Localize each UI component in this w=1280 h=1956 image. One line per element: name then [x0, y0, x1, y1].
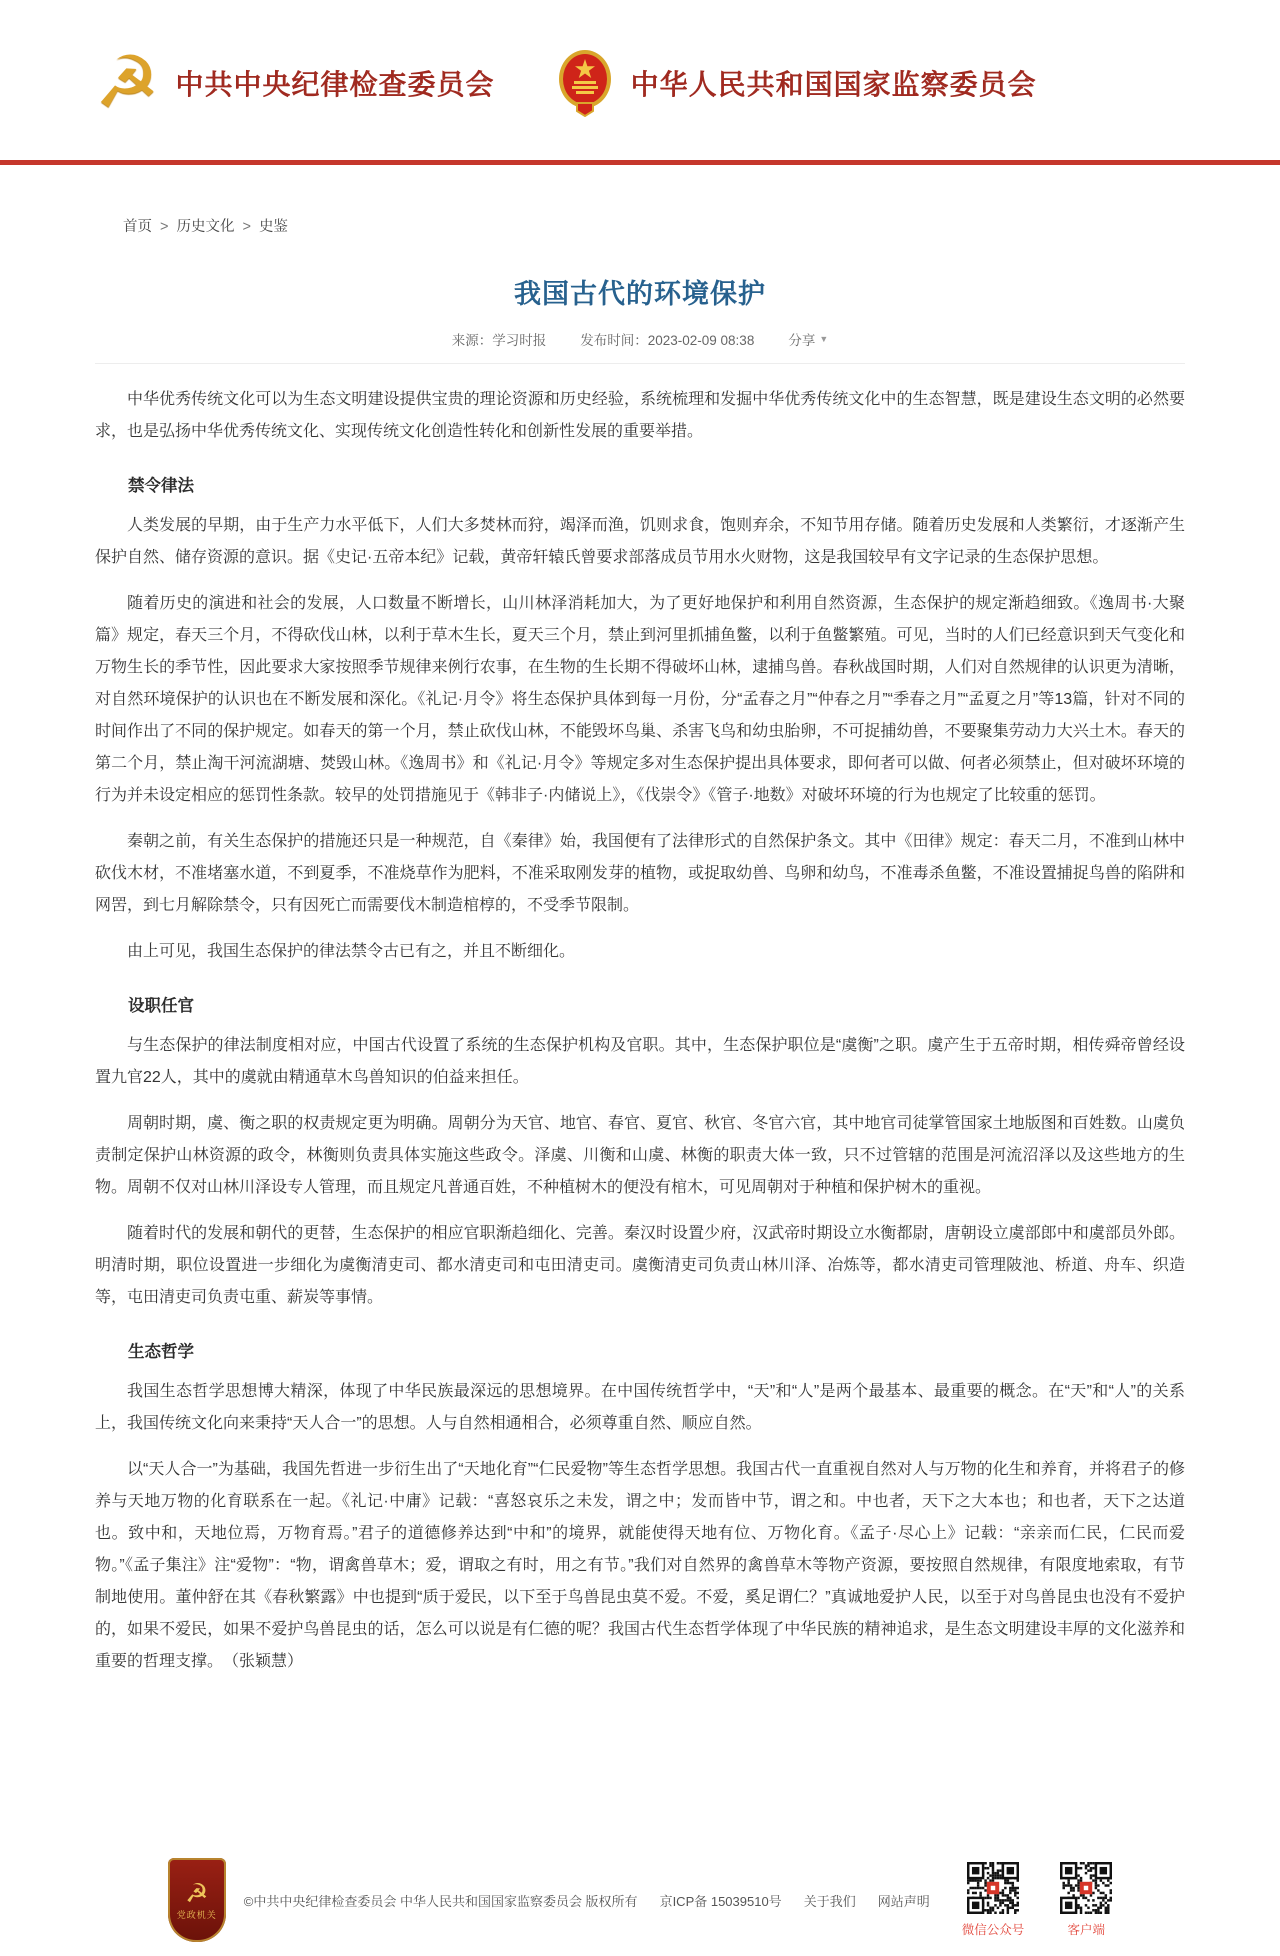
section-heading: 设职任官	[128, 997, 194, 1015]
breadcrumb-separator: >	[160, 219, 169, 235]
nsc-name: 中华人民共和国国家监察委员会	[630, 70, 1037, 101]
source-value: 学习时报	[492, 333, 547, 348]
section-heading: 禁令律法	[128, 477, 194, 495]
article-paragraph: 我国生态哲学思想博大精深，体现了中华民族最深远的思想境界。在中国传统哲学中，“天”和“人”是两个最基本、最重要的概念。在“天”和“人”的关系上，我国传统文化向来秉持“天人合一”的思想。人与自然相通相合，必须尊重自然、顺应自然。	[95, 1383, 1185, 1432]
breadcrumb-item[interactable]: 历史文化	[176, 219, 235, 235]
share-button[interactable]	[788, 329, 828, 349]
ccdi-logo[interactable]	[95, 43, 495, 123]
breadcrumb-item[interactable]: 史鉴	[258, 219, 288, 235]
article-paragraph: 以“天人合一”为基础，我国先哲进一步衍生出了“天地化育”“仁民爱物”等生态哲学思想。我国古代一直重视自然对人与万物的化生和养育，并将君子的修养与天地万物的化育联系在一起。《礼记·中庸》记载：“喜怒哀乐之未发，谓之中；发而皆中节，谓之和。中也者，天下之大本也；和也者，天下之达道也。致中和，天地位焉，万物育焉。”君子的道德修养达到“中和”的境界，就能使得天地有位、万物化育。《孟子·尽心上》记载：“亲亲而仁民，仁民而爱物。”《孟子集注》注“爱物”：“物，谓禽兽草木；爱，谓取之有时，用之有节。”我们对自然界的禽兽草木等物产资源，要按照自然规律，有限度地索取，有节制地使用。董仲舒在其《春秋繁露》中也提到“质于爱民，以下至于鸟兽昆虫莫不爱。不爱，奚足谓仁？”真诚地爱护人民，以至于对鸟兽昆虫也没有不爱护的，如果不爱民，如果不爱护鸟兽昆虫的话，怎么可以说是有仁德的呢？我国古代生态哲学体现了中华民族的精神追求，是生态文明建设丰厚的文化滋养和重要的哲理支撑。 （张颖慧）	[95, 1461, 1185, 1670]
article-paragraph: 随着历史的演进和社会的发展，人口数量不断增长，山川林泽消耗加大，为了更好地保护和利用自然资源，生态保护的规定渐趋细致。《逸周书·大聚篇》规定，春天三个月，不得砍伐山林，以利于草木生长，夏天三个月，禁止到河里抓捕鱼鳖，以利于鱼鳖繁殖。可见，当时的人们已经意识到天气变化和万物生长的季节性，因此要求大家按照季节规律来例行农事，在生物的生长期不得破坏山林，逮捕鸟兽。春秋战国时期，人们对自然规律的认识更为清晰，对自然环境保护的认识也在不断发展和深化。《礼记·月令》将生态保护具体到每一月份，分“孟春之月”“仲春之月”“季春之月”“孟夏之月”等13篇，针对不同的时间作出了不同的保护规定。如春天的第一个月，禁止砍伐山林，不能毁坏鸟巢、杀害飞鸟和幼虫胎卵，不可捉捕幼兽，不要聚集劳动力大兴土木。春天的第二个月，禁止淘干河流湖塘、焚毁山林。《逸周书》和《礼记·月令》等规定多对生态保护提出具体要求，即何者可以做、何者必须禁止，但对破坏环境的行为并未设定相应的惩罚性条款。较早的处罚措施见于《韩非子·内储说上》，《伐崇令》《管子·地数》对破坏环境的行为也规定了比较重的惩罚。	[95, 595, 1185, 804]
pubdate-label: 发布时间：	[580, 333, 648, 348]
article-paragraph: 中华优秀传统文化可以为生态文明建设提供宝贵的理论资源和历史经验，系统梳理和发掘中华优秀传统文化中的生态智慧，既是建设生态文明的必然要求，也是弘扬中华优秀传统文化、实现传统文化创造性转化和创新性发展的重要举措。	[95, 391, 1185, 440]
article-paragraph: 与生态保护的律法制度相对应，中国古代设置了系统的生态保护机构及官职。其中，生态保护职位是“虞衡”之职。虞产生于五帝时期，相传舜帝曾经设置九官22人，其中的虞就由精通草木鸟兽知识的伯益来担任。	[95, 1037, 1185, 1086]
party-badge-icon	[168, 1858, 226, 1942]
party-emblem-small-icon: ☭	[185, 1877, 209, 1908]
chevron-down-icon: ▼	[819, 334, 829, 344]
article-paragraph: 秦朝之前，有关生态保护的措施还只是一种规范，自《秦律》始，我国便有了法律形式的自然保护条文。其中《田律》规定：春天二月，不准到山林中砍伐木材，不准堵塞水道，不到夏季，不准烧草作为肥料，不准采取刚发芽的植物，或捉取幼兽、鸟卵和幼鸟，不准毒杀鱼鳖，不准设置捕捉鸟兽的陷阱和网罟，到七月解除禁令，只有因死亡而需要伐木制造棺椁的，不受季节限制。	[95, 833, 1185, 914]
breadcrumb-item[interactable]: 首页	[123, 219, 152, 235]
site-banner	[0, 0, 1280, 165]
breadcrumb	[95, 215, 1185, 236]
article	[95, 236, 1185, 1722]
banner-inner	[95, 41, 1185, 123]
nsc-logo[interactable]	[555, 49, 1037, 117]
source-field	[452, 329, 547, 349]
footer-link-statement[interactable]: 网站声明	[877, 1893, 930, 1909]
national-emblem-icon	[555, 49, 615, 117]
source-label: 来源：	[451, 333, 493, 348]
article-meta	[95, 329, 1185, 364]
article-paragraph: 人类发展的早期，由于生产力水平低下，人们大多焚林而狩，竭泽而渔，饥则求食，饱则弃余，不知节用存储。随着历史发展和人类繁衍，才逐渐产生保护自然、储存资源的意识。据《史记·五帝本纪》记载，黄帝轩辕氏曾要求部落成员节用水火财物，这是我国较早有文字记录的生态保护思想。	[95, 517, 1185, 566]
article-body	[95, 384, 1185, 1722]
share-label: 分享	[788, 333, 816, 348]
article-paragraph: 随着时代的发展和朝代的更替，生态保护的相应官职渐趋细化、完善。秦汉时设置少府，汉武帝时期设立水衡都尉，唐朝设立虞部郎中和虞部员外郎。明清时期，职位设置进一步细化为虞衡清吏司、都水清吏司和屯田清吏司。虞衡清吏司负责山林川泽、冶炼等，都水清吏司管理陂池、桥道、舟车、织造等，屯田清吏司负责屯重、薪炭等事情。	[95, 1225, 1185, 1306]
icp-number: 京ICP备 15039510号	[659, 1893, 782, 1909]
client-qr-label: 客户端	[1067, 1923, 1105, 1937]
footer-link-about[interactable]: 关于我们	[803, 1893, 856, 1909]
pubdate-value: 2023-02-09 08:38	[647, 333, 755, 348]
ccdi-name: 中共中央纪律检查委员会	[175, 70, 495, 101]
wechat-qr	[962, 1862, 1025, 1938]
wechat-qr-code-image	[967, 1862, 1019, 1914]
wechat-qr-label: 微信公众号	[961, 1923, 1025, 1937]
badge-label: 党政机关	[176, 1909, 217, 1920]
client-qr-code-image	[1060, 1862, 1112, 1914]
breadcrumb-separator: >	[242, 219, 251, 235]
qr-group	[962, 1862, 1113, 1938]
party-emblem-icon: ☭	[95, 43, 160, 123]
pubdate-field	[580, 329, 754, 349]
site-footer	[0, 1850, 1280, 1956]
article-paragraph: 由上可见，我国生态保护的律法禁令古已有之，并且不断细化。	[127, 943, 576, 960]
page-title: 我国古代的环境保护	[514, 279, 766, 309]
copyright-block	[244, 1891, 930, 1910]
copyright-text: ©中共中央纪律检查委员会 中华人民共和国国家监察委员会 版权所有	[243, 1893, 638, 1909]
article-paragraph: 周朝时期，虞、衡之职的权责规定更为明确。周朝分为天官、地官、春官、夏官、秋官、冬官六官，其中地官司徒掌管国家土地版图和百姓数。山虞负责制定保护山林资源的政令，林衡则负责具体实施这些政令。泽虞、川衡和山虞、林衡的职责大体一致，只不过管辖的范围是河流沼泽以及这些地方的生物。周朝不仅对山林川泽设专人管理，而且规定凡普通百姓，不种植树木的便没有棺木，可见周朝对于种植和保护树木的重视。	[95, 1115, 1185, 1196]
section-heading: 生态哲学	[128, 1343, 194, 1361]
client-qr	[1060, 1862, 1112, 1938]
